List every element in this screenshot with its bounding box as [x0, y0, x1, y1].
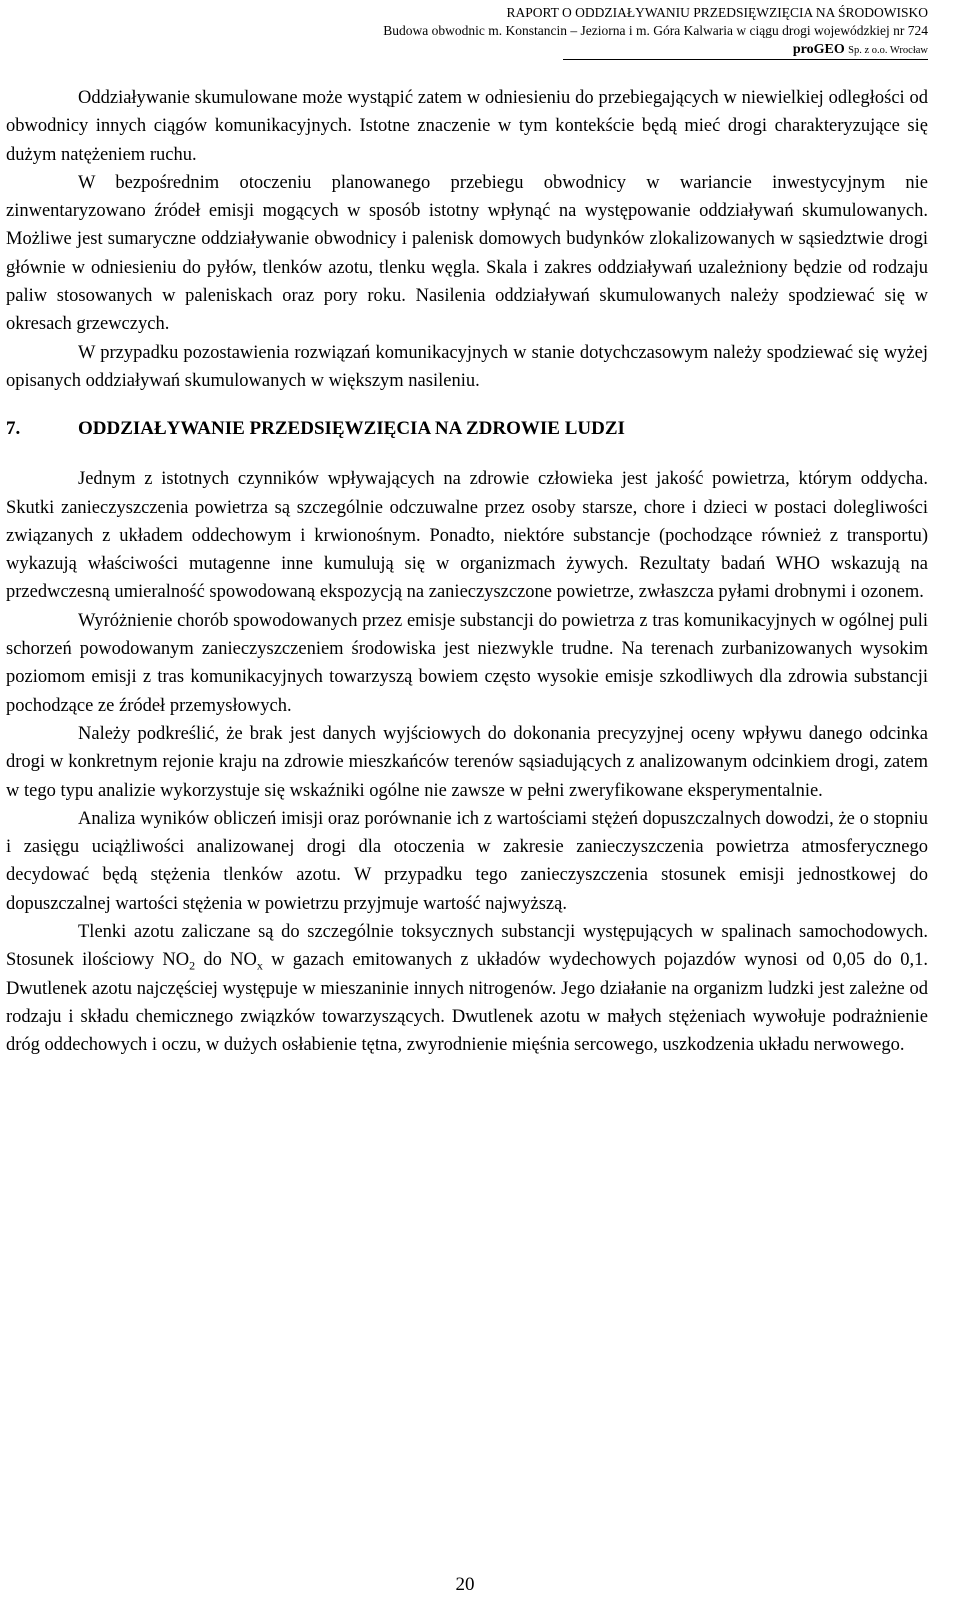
report-title: RAPORT O ODDZIAŁYWANIU PRZEDSIĘWZIĘCIA NA ŚRODOWISKO	[506, 5, 928, 20]
subscript: x	[256, 959, 263, 973]
company-suffix: Sp. z o.o. Wrocław	[848, 45, 928, 56]
document-body	[6, 84, 928, 1060]
paragraph: Wyróżnienie chorób spowodowanych przez emisje substancji do powietrza z tras komunikacyjnych w ogólnej puli schorzeń powodowanym zanieczyszczeniem środowiska jest niezwykle trudne. Na terenach zurbanizowanych wysokim poziomom emisji z tras komunikacyjnych towarzyszą bowiem często wysokie emisje szkodliwych dla zdrowia substancji pochodzące ze źródeł przemysłowych.	[6, 610, 928, 716]
paragraph: Jednym z istotnych czynników wpływających na zdrowie człowieka jest jakość powietrza, którym oddycha. Skutki zanieczyszczenia powietrza są szczególnie odczuwalne przez osoby starsze, chore i dzieci w postaci dolegliwości związanych z układem oddechowym i krwionośnym. Ponadto, niektóre substancje (pochodzące również z transportu) wykazują właściwości mutagenne inne kumulują się w organizmach żywych. Rezultaty badań WHO wskazują na przedwczesną umieralność spowodowaną ekspozycją na zanieczyszczone powietrze, zwłaszcza pyłami drobnymi i ozonem.	[6, 469, 928, 603]
section-title: ODDZIAŁYWANIE PRZEDSIĘWZIĘCIA NA ZDROWIE LUDZI	[78, 418, 625, 440]
paragraph-nitrogen: Tlenki azotu zaliczane są do szczególnie toksycznych substancji występujących w spalinach samochodowych. Stosunek ilościowy $NO_2$ do $NO_x$ w gazach emitowanych z układów wydechowych pojazdów wynosi od 0,05 do 0,1. Dwutlenek azotu najczęściej występuje w mieszaninie innych nitrogenów. Jego działanie na organizm ludzki jest zależne od rodzaju i składu chemicznego związków towarzyszących. Dwutlenek azotu w małych stężeniach wywołuje podrażnienie dróg oddechowych i oczu, w dużych osłabienie tętna, zwyrodnienie mięśnia sercowego, uszkodzenia układu nerwowego.	[6, 922, 928, 1056]
paragraph: W bezpośrednim otoczeniu planowanego przebiegu obwodnicy w wariancie inwestycyjnym nie zinwentaryzowano źródeł emisji mogących w sposób istotny wpłynąć na występowanie oddziaływań skumulowanych. Możliwe jest sumaryczne oddziaływanie obwodnicy i palenisk domowych budynków zlokalizowanych w sąsiedztwie drogi głównie w odniesieniu do pyłów, tlenków azotu, tlenku węgla. Skala i zakres oddziaływań uzależniony będzie od rodzaju paliw stosowanych w paleniskach oraz pory roku. Nasilenia oddziaływań skumulowanych należy spodziewać się w okresach grzewczych.	[6, 172, 928, 335]
company-line	[563, 40, 928, 60]
paragraph: Należy podkreślić, że brak jest danych wyjściowych do dokonania precyzyjnej oceny wpływu danego odcinka drogi w konkretnym rejonie kraju na zdrowie mieszkańców terenów sąsiadujących z analizowanym odcinkiem drogi, zatem w tego typu analizie wykorzystuje się wskaźniki ogólne nie zawsze w pełni zweryfikowane eksperymentalnie.	[6, 723, 928, 801]
company-name: proGEO	[792, 42, 845, 57]
paragraph: W przypadku pozostawienia rozwiązań komunikacyjnych w stanie dotychczasowym należy spodziewać się wyżej opisanych oddziaływań skumulowanych w większym nasileniu.	[6, 342, 928, 391]
page-header	[383, 4, 928, 60]
section-heading	[6, 415, 928, 443]
paragraph: Analiza wyników obliczeń imisji oraz porównanie ich z wartościami stężeń dopuszczalnych dowodzi, że o stopniu i zasięgu uciążliwości analizowanej drogi dla otoczenia w zakresie zanieczyszczenia powietrza atmosferycznego decydować będą stężenia tlenków azotu. W przypadku tego zanieczyszczenia stosunek emisji jednostkowej do dopuszczalnej wartości stężenia w powietrzu przyjmuje wartość najwyższą.	[6, 808, 928, 914]
subscript: 2	[189, 959, 196, 973]
project-title: Budowa obwodnic m. Konstancin – Jeziorna i m. Góra Kalwaria w ciągu drogi wojewódzkiej nr 724	[383, 23, 928, 38]
section-number: 7.	[6, 418, 21, 440]
paragraph: Oddziaływanie skumulowane może wystąpić zatem w odniesieniu do przebiegających w niewielkiej odległości od obwodnicy innych ciągów komunikacyjnych. Istotne znaczenie w tym kontekście będą mieć drogi charakteryzujące się dużym natężeniem ruchu.	[6, 88, 928, 165]
page-number: 20	[455, 1574, 475, 1595]
